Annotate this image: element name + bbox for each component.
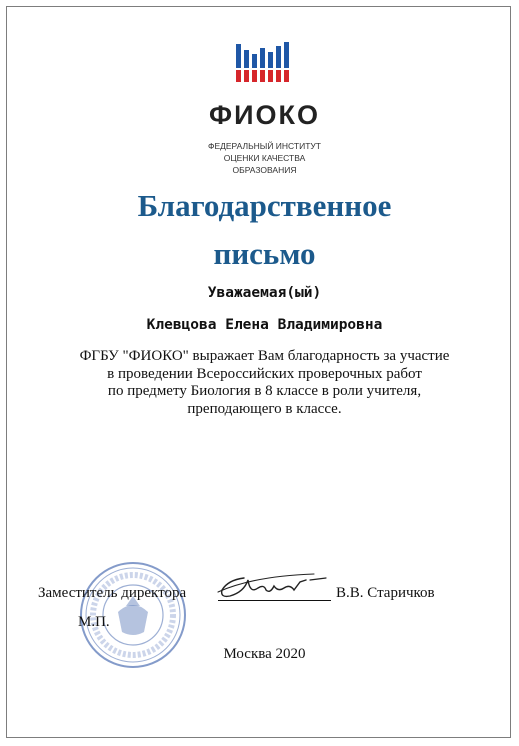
logo-bar-red	[260, 70, 265, 82]
logo-bar-blue	[236, 44, 241, 68]
gratitude-text-line: в проведении Всероссийских проверочных работ	[107, 365, 422, 382]
logo-bar-blue	[252, 54, 257, 68]
brand-subtitle	[5, 140, 519, 176]
logo-bar-red	[268, 70, 273, 82]
fioko-logo-icon	[236, 40, 292, 84]
gratitude-text-line: по предмету Биология в 8 классе в роли учителя,	[107, 383, 422, 399]
logo-bar-red	[276, 70, 281, 82]
greeting: Уважаемая(ый)	[207, 285, 322, 301]
logo-bar-red	[284, 70, 289, 82]
logo-bar-red	[236, 70, 241, 82]
handwritten-signature-icon	[214, 568, 334, 604]
brand-name: ФИОКО	[209, 100, 320, 130]
gratitude-text-line: ФГБУ "ФИОКО" выражает Вам благодарность за участие	[79, 348, 450, 364]
logo-bar-blue	[244, 50, 249, 68]
recipient-name: Клевцова Елена Владимировна	[146, 317, 383, 333]
brand-subtitle-line: ФЕДЕРАЛЬНЫЙ ИНСТИТУТ	[208, 141, 321, 151]
logo-bar-red	[252, 70, 257, 82]
gratitude-text-line: преподающего в классе.	[187, 400, 342, 417]
logo-bar-red	[244, 70, 249, 82]
signatory-name: В.В. Старичков	[336, 585, 435, 601]
gratitude-text	[5, 348, 519, 418]
document-title-line-1: Благодарственное	[137, 188, 392, 223]
document-title-line-2: письмо	[213, 236, 316, 271]
brand-subtitle-line: ОБРАЗОВАНИЯ	[232, 165, 297, 175]
logo-bar-blue	[284, 42, 289, 68]
logo-bar-blue	[276, 46, 281, 68]
logo-bar-blue	[260, 48, 265, 68]
seal-mark: М.П.	[78, 614, 110, 630]
logo-bar-blue	[268, 52, 273, 68]
signatory-role: Заместитель директора	[38, 585, 187, 601]
brand-subtitle-line: ОЦЕНКИ КАЧЕСТВА	[223, 153, 306, 163]
city-year: Москва 2020	[223, 646, 306, 662]
